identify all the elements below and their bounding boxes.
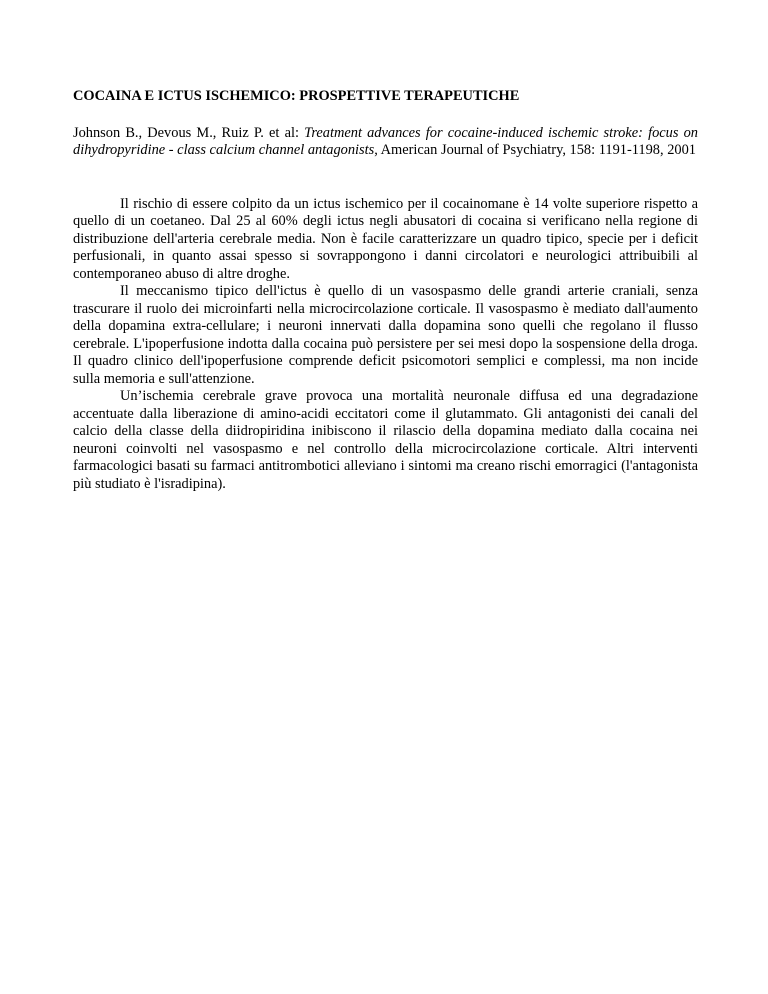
citation (73, 125, 698, 160)
paragraph-1: Il rischio di essere colpito da un ictus ischemico per il cocainomane è 14 volte superiore rispetto a quello di un coetaneo. Dal 25 al 60% degli ictus negli abusatori di cocaina si verificano nella regione di distribuzione dell'arteria cerebrale media. Non è facile caratterizzare un quadro tipico, specie per i deficit perfusionali, in quanto assai spesso si sovrappongono i danni circolatori e neurologici attribuibili al contemporaneo abuso di altre droghe. (73, 195, 698, 282)
document-content (73, 88, 698, 493)
body-text (73, 196, 698, 494)
citation-source: , American Journal of Psychiatry, 158: 1191-1198, 2001 (374, 142, 696, 158)
paragraph-2: Il meccanismo tipico dell'ictus è quello di un vasospasmo delle grandi arterie craniali, senza trascurare il ruolo dei microinfarti nella microcircolazione corticale. Il vasospasmo è mediato dall'aumento della dopamina extra-cellulare; i neuroni innervati dalla dopamina sono quelli che regolano il flusso cerebrale. L'ipoperfusione indotta dalla cocaina può persistere per sei mesi dopo la sospensione della droga. Il quadro clinico dell'ipoperfusione comprende deficit psicomotori semplici e complessi, ma non incide sulla memoria e sull'attenzione. (73, 283, 698, 387)
document-title: COCAINA E ICTUS ISCHEMICO: PROSPETTIVE TERAPEUTICHE (73, 88, 520, 104)
citation-authors: Johnson B., Devous M., Ruiz P. et al: (73, 124, 305, 141)
citation-work-title: Treatment advances for cocaine-induced ischemic stroke: focus on dihydropyridine - class calcium channel antagonists (73, 124, 698, 158)
paragraph-3: Un’ischemia cerebrale grave provoca una mortalità neuronale diffusa ed una degradazione accentuate dalla liberazione di amino-acidi eccitatori come il glutammato. Gli antagonisti dei canali del calcio della classe della diidropiridina inibiscono il rilascio della dopamina mediato dalla cocaina nei neuroni coinvolti nel vasospasmo e nel controllo della microcircolazione corticale. Altri interventi farmacologici basati su farmaci antitrombotici alleviano i sintomi ma creano rischi emorragici (l'antagonista più studiato è l'isradipina). (73, 388, 698, 492)
